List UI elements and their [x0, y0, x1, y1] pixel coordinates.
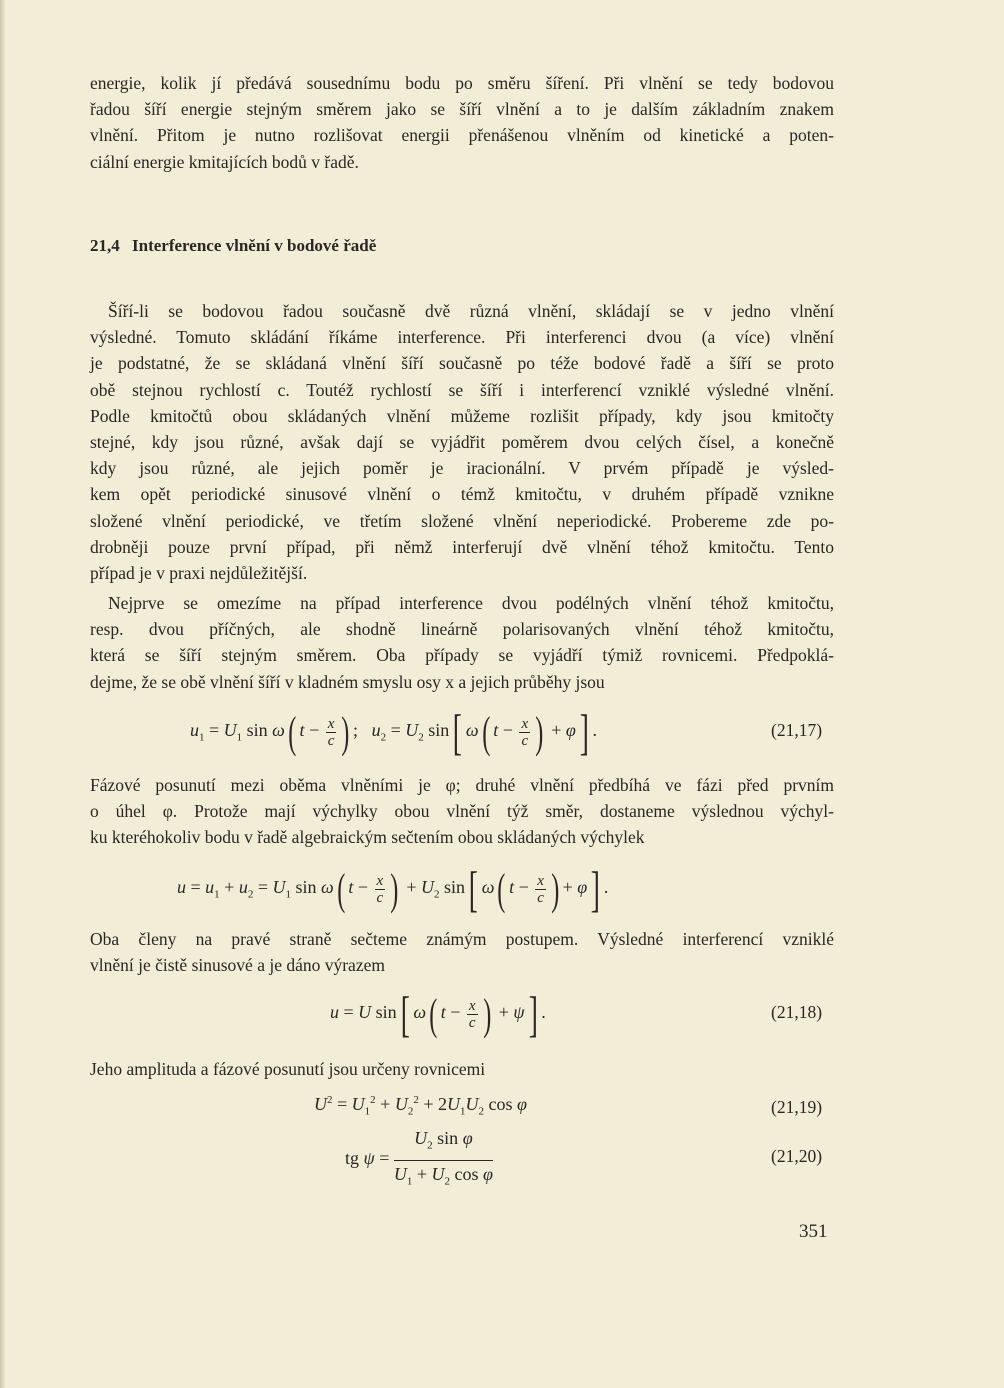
equation-21-19: $U^2 = U_1^2 + U_2^2 + 2U_1U_2$ cos φ — [314, 1094, 527, 1118]
section-number: 21,4 — [90, 236, 120, 255]
intro-paragraph — [90, 70, 834, 175]
equation-21-17: $u_1 = U_1$ sin ω( t − $\frac{x}{c}$ ) ; $u_2 = U_2$ sin[ ω( t − $\frac{x}{c}$ ) + φ] . — [190, 704, 598, 760]
text-line: řadou šíří energie stejným směrem jako se šíří vlnění a to je dalším základním znakem — [90, 99, 834, 120]
paragraph-amplitude — [90, 1056, 834, 1082]
text-line: Podle kmitočtů obou skládaných vlnění můžeme rozlišit případy, kdy jsou kmitočty — [90, 405, 834, 426]
equation-sum: $u = u_1 + u_2 = U_1$ sin ω( t − $\frac{x}{c}$ ) + $U_2$ sin[ ω( t − $\frac{x}{c}$ ) + φ] . — [177, 861, 609, 917]
equation-number: (21,18) — [771, 1002, 823, 1022]
text-line: resp. dvou příčných, ale shodně lineárně polarisovaných vlnění téhož kmitočtu, — [90, 619, 834, 640]
text-line: složené vlnění periodické, ve třetím složené vlnění neperiodické. Probereme zde po- — [90, 510, 834, 531]
section-title: Interference vlnění v bodové řadě — [132, 236, 377, 255]
equation-21-18: u = U sin[ ω( t − $\frac{x}{c}$ ) + ψ] . — [330, 986, 546, 1042]
text-line: kdy jsou různé, ale jejich poměr je iracionální. V prvém případě je výsled- — [90, 458, 834, 479]
text-line: vlnění je čistě sinusové a je dáno výrazem — [90, 955, 385, 976]
text-line: Jeho amplituda a fázové posunutí jsou určeny rovnicemi — [90, 1059, 486, 1079]
paragraph-phase-shift — [90, 772, 834, 851]
text-line: Oba členy na pravé straně sečteme známým postupem. Výsledné interferencí vzniklé — [90, 929, 834, 949]
section-heading — [90, 236, 376, 256]
paragraph-interference-intro — [90, 298, 834, 586]
text-line: energie, kolik jí předává sousednímu bodu po směru šíření. Při vlnění se tedy bodovou — [90, 73, 834, 93]
text-line: drobněji pouze první případ, při němž interferují dvě vlnění téhož kmitočtu. Tento — [90, 536, 834, 557]
text-line: ku kteréhokoliv bodu v řadě algebraickým sečtením obou skládaných výchylek — [90, 827, 645, 848]
text-line: vlnění. Přitom je nutno rozlišovat energii přenášenou vlněním od kinetické a poten- — [90, 125, 834, 146]
text-line: dejme, že se obě vlnění šíří v kladném smyslu osy x a jejich průběhy jsou — [90, 671, 605, 692]
text-line: ciální energie kmitajících bodů v řadě. — [90, 151, 359, 172]
equation-number: (21,20) — [771, 1146, 823, 1166]
text-line: výsledné. Tomuto skládání říkáme interference. Při interferenci dvou (a více) vlnění — [90, 327, 834, 348]
page-spine-shadow — [0, 0, 6, 1388]
text-line: Šíří-li se bodovou řadou současně dvě různá vlnění, skládají se v jedno vlnění — [108, 301, 834, 321]
text-line: která se šíří stejným směrem. Oba případy se vyjádří týmiž rovnicemi. Předpoklá- — [90, 645, 834, 666]
equation-number: (21,19) — [771, 1097, 823, 1117]
text-line: případ je v praxi nejdůležitější. — [90, 563, 308, 584]
text-line: Nejprve se omezíme na případ interference dvou podélných vlnění téhož kmitočtu, — [108, 593, 834, 613]
text-line: o úhel φ. Protože mají výchylky obou vlnění týž směr, dostaneme výslednou výchyl- — [90, 801, 834, 822]
equation-21-20: tg ψ = $\frac{U_2 \sin \varphi}{U_1 + U_2 \cos \varphi}$ — [345, 1128, 493, 1188]
text-line: obě stejnou rychlostí c. Toutéž rychlostí se šíří i interferencí vzniklé výsledné vlnění. — [90, 379, 834, 400]
text-line: je podstatné, že se skládaná vlnění šíří současně po téže bodové řadě a šíří se proto — [90, 353, 834, 374]
equation-number: (21,17) — [771, 720, 823, 740]
text-line: Fázové posunutí mezi oběma vlněními je φ; druhé vlnění předbíhá ve fázi před prvním — [90, 775, 834, 795]
text-line: kem opět periodické sinusové vlnění o témž kmitočtu, v druhém případě vznikne — [90, 484, 834, 505]
text-line: stejné, kdy jsou různé, avšak dají se vyjádřit poměrem dvou celých čísel, a konečně — [90, 432, 834, 453]
page-number: 351 — [799, 1221, 828, 1242]
paragraph-resulting-wave — [90, 926, 834, 978]
paragraph-two-waves — [90, 590, 834, 695]
